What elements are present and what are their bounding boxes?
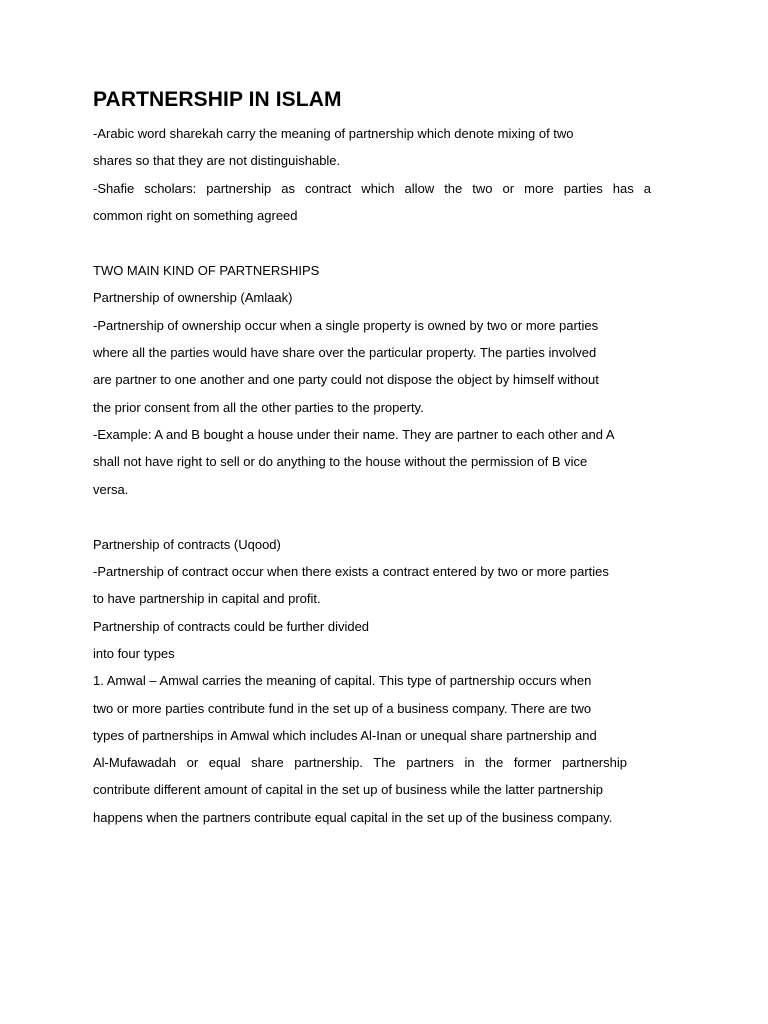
text-line: -Example: A and B bought a house under their name. They are partner to each other and A <box>93 427 615 442</box>
text-line: are partner to one another and one party could not dispose the object by himself without <box>93 372 599 387</box>
subsection-heading: Partnership of contracts (Uqood) <box>93 537 281 552</box>
text-line: shares so that they are not distinguishable. <box>93 153 341 168</box>
subsection-heading: Partnership of ownership (Amlaak) <box>93 290 293 305</box>
text-line: 1. Amwal – Amwal carries the meaning of capital. This type of partnership occurs when <box>93 673 592 688</box>
text-line: contribute different amount of capital in the set up of business while the latter partnership <box>93 782 603 797</box>
text-line: where all the parties would have share over the particular property. The parties involved <box>93 345 597 360</box>
text-line: Al-Mufawadah or equal share partnership. The partners in the former partnership <box>93 755 627 770</box>
text-line: to have partnership in capital and profit. <box>93 591 321 606</box>
document-title: PARTNERSHIP IN ISLAM <box>93 88 342 111</box>
text-line: types of partnerships in Amwal which includes Al-Inan or unequal share partnership and <box>93 728 597 743</box>
text-line: shall not have right to sell or do anything to the house without the permission of B vice <box>93 454 588 469</box>
text-line: versa. <box>93 482 129 497</box>
text-line: -Arabic word sharekah carry the meaning of partnership which denote mixing of two <box>93 126 574 141</box>
text-line: common right on something agreed <box>93 208 298 223</box>
text-line: -Partnership of contract occur when there exists a contract entered by two or more parties <box>93 564 609 579</box>
text-line: -Partnership of ownership occur when a single property is owned by two or more parties <box>93 318 599 333</box>
text-line: happens when the partners contribute equal capital in the set up of the business company. <box>93 810 613 825</box>
text-line: the prior consent from all the other parties to the property. <box>93 400 424 415</box>
text-line: Partnership of contracts could be further divided <box>93 619 370 634</box>
text-line: two or more parties contribute fund in the set up of a business company. There are two <box>93 701 592 716</box>
section-heading: TWO MAIN KIND OF PARTNERSHIPS <box>93 263 320 278</box>
text-line: into four types <box>93 646 175 661</box>
text-line: -Shafie scholars: partnership as contract which allow the two or more parties has a <box>93 181 651 196</box>
